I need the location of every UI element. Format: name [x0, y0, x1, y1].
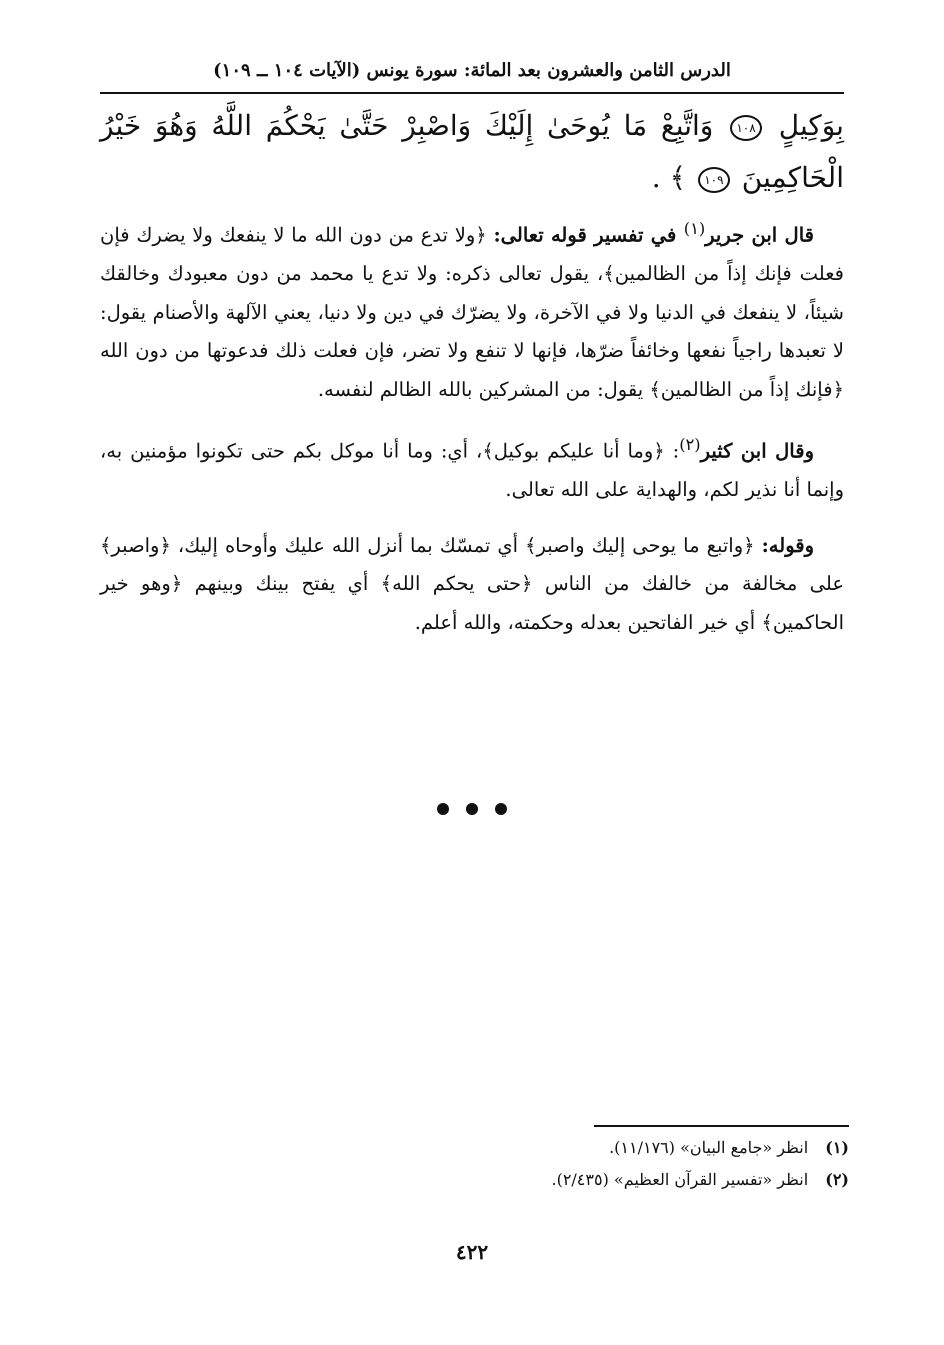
paragraph-text: ﴿ولا تدع من دون الله ما لا ينفعك ولا يضرك فإن فعلت فإنك إذاً من الظالمين﴾، يقول تعالى ذكره: ولا تدع يا محمد من دون معبودك وخالقك شيئاً، لا ينفعك في الدنيا ولا في الآخرة، ولا يضرّك في دين ولا دنيا، يعني الآلهة والأصنام يقول: لا تعبدها راجياً نفعها وخائفاً ضرّها، فإنها لا تنفع ولا تضر، فإن فعلت ذلك فدعوتها من دون الله ﴿فإنك إذاً من الظالمين﴾ يقول: من المشركين بالله الظالم لنفسه. — [100, 223, 844, 401]
paragraph-text: ﴿واتبع ما يوحى إليك واصبر﴾ أي تمسّك بما أنزل الله عليك وأوحاه إليك، ﴿واصبر﴾ على مخالفة من خالفك من الناس ﴿حتى يحكم الله﴾ أي يفتح بينك وبينهم ﴿وهو خير الحاكمين﴾ أي خير الفاتحين بعدله وحكمته، والله أعلم. — [100, 533, 844, 634]
ayah-number-marker: ١٠٨ — [730, 115, 762, 141]
separator-dot — [437, 803, 449, 815]
footnote-divider — [594, 1125, 849, 1127]
paragraph-ibn-jarir — [100, 210, 844, 409]
paragraph-lead-cont: في تفسير قوله تعالى: — [493, 223, 684, 247]
footnote-text: انظر «تفسير القرآن العظيم» (٢/٤٣٥). — [551, 1170, 809, 1189]
page-number: ٤٢٢ — [455, 1240, 489, 1264]
footnote-ref: (١) — [683, 219, 706, 238]
footnote-number: (٢) — [825, 1170, 849, 1189]
ayah-number-marker: ١٠٩ — [698, 167, 730, 193]
footnote-ref: (٢) — [679, 435, 701, 454]
commentary-body — [100, 210, 844, 659]
separator-dot — [466, 803, 478, 815]
separator-dot — [495, 803, 507, 815]
paragraph-lead: قال ابن جرير — [705, 223, 814, 247]
running-header: الدرس الثامن والعشرون بعد المائة: سورة يونس (الآيات ١٠٤ ــ ١٠٩) — [213, 60, 731, 81]
footnote-number: (١) — [825, 1138, 849, 1157]
paragraph-lead: وقوله: — [761, 533, 814, 557]
paragraph-wa-qawluhu — [100, 527, 844, 643]
paragraph-ibn-kathir — [100, 426, 844, 510]
verse-closing: ﴾ . — [651, 161, 686, 194]
footnote-text: انظر «جامع البيان» (١١/١٧٦). — [609, 1138, 809, 1157]
paragraph-lead: وقال ابن كثير — [700, 439, 814, 463]
footnote-item — [100, 1132, 849, 1164]
paragraph-text: : ﴿وما أنا عليكم بوكيل﴾، أي: وما أنا موكل بكم حتى تكونوا مؤمنين به، وإنما أنا نذير لكم، والهداية على الله تعالى. — [100, 439, 844, 501]
quran-verse — [100, 100, 844, 204]
footnote-item — [100, 1164, 849, 1196]
verse-text-1: بِوَكِيلٍ — [778, 109, 844, 142]
header-divider — [100, 92, 844, 94]
section-separator — [0, 800, 944, 819]
verse-text-2: وَاتَّبِعْ مَا يُوحَىٰ إِلَيْكَ وَاصْبِرْ حَتَّىٰ يَحْكُمَ اللَّهُ وَهُوَ خَيْرُ الْحَاكِمِينَ — [100, 109, 844, 194]
footnotes — [100, 1132, 849, 1196]
